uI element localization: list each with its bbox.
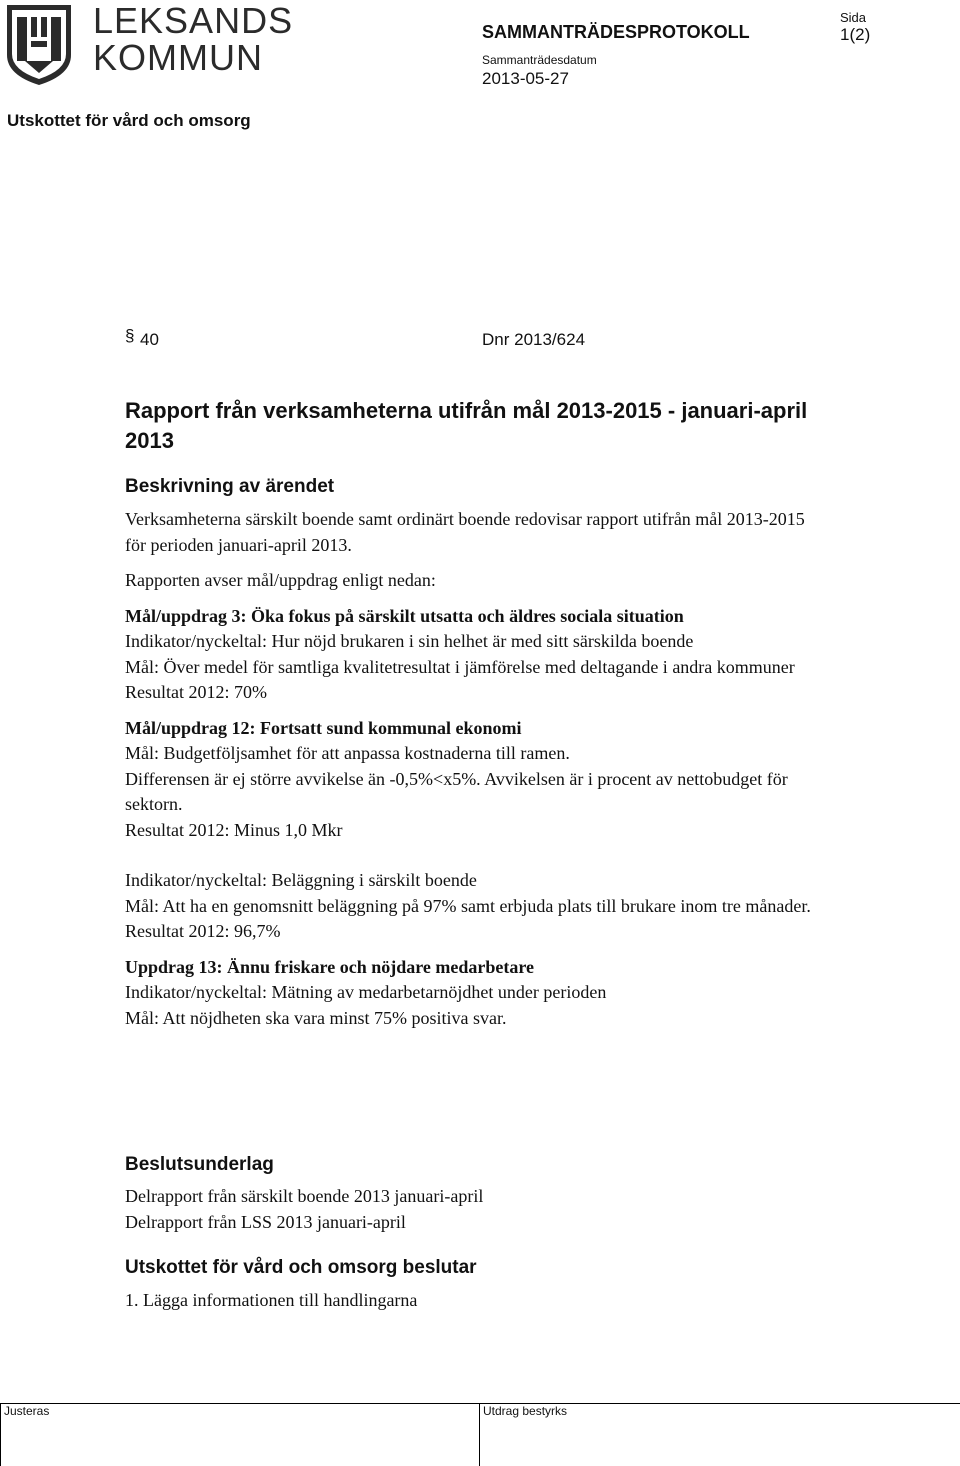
decision-basis-item: Delrapport från särskilt boende 2013 januari-april (125, 1186, 484, 1206)
goal-12-target: Mål: Budgetföljsamhet för att anpassa kostnaderna till ramen. (125, 743, 570, 763)
beslutsunderlag-list (125, 1184, 825, 1235)
paragraph-sign: § (125, 326, 135, 345)
goal-12-result: Resultat 2012: Minus 1,0 Mkr (125, 819, 343, 840)
municipality-crest-logo (5, 3, 73, 87)
occupancy-result: Resultat 2012: 96,7% (125, 921, 281, 941)
beskrivning-body (125, 507, 825, 1031)
task-13-indicator: Indikator/nyckeltal: Mätning av medarbetarnöjdhet under perioden (125, 982, 607, 1002)
signature-field-justeras: Justeras (4, 1404, 50, 1418)
goal-12-title: Mål/uppdrag 12: Fortsatt sund kommunal ekonomi (125, 717, 522, 738)
task-13-target: Mål: Att nöjdheten ska vara minst 75% positiva svar. (125, 1007, 507, 1028)
decision-basis-item: Delrapport från LSS 2013 januari-april (125, 1211, 406, 1232)
intro-paragraph: Verksamheterna särskilt boende samt ordinärt boende redovisar rapport utifrån mål 2013-2015 för perioden januari-april 2013. (125, 509, 805, 555)
goal-3-result: Resultat 2012: 70% (125, 682, 267, 702)
footer-divider (0, 1403, 960, 1404)
meeting-date-label: Sammanträdesdatum (482, 53, 597, 67)
task-13-title: Uppdrag 13: Ännu friskare och nöjdare medarbetare (125, 956, 534, 977)
footer-border-left (0, 1403, 1, 1466)
occupancy-target: Mål: Att ha en genomsnitt beläggning på 97% samt erbjuda plats till brukare inom tre månader. (125, 895, 811, 916)
meeting-date: 2013-05-27 (482, 69, 569, 88)
logo-line-1: LEKSANDS (93, 0, 294, 41)
goal-3-target: Mål: Över medel för samtliga kvalitetresultat i jämförelse med deltagande i andra kommuner (125, 656, 795, 677)
document-type: SAMMANTRÄDESPROTOKOLL (482, 22, 750, 42)
signature-field-utdrag: Utdrag bestyrks (483, 1404, 568, 1418)
page-number: 1(2) (840, 25, 871, 44)
lead-paragraph: Rapporten avser mål/uppdrag enligt nedan: (125, 570, 436, 590)
goal-12-difference: Differensen är ej större avvikelse än -0,5%<x5%. Avvikelsen är i procent av nettobudget för sektorn. (125, 768, 788, 814)
paragraph-number: 40 (140, 330, 159, 349)
page-title: Rapport från verksamheterna utifrån mål 2013-2015 - januari-april 2013 (125, 398, 808, 453)
diary-number: Dnr 2013/624 (482, 330, 586, 349)
footer-border-middle (479, 1403, 480, 1466)
section-heading-beslutsunderlag: Beslutsunderlag (125, 1154, 274, 1175)
committee-name: Utskottet för vård och omsorg (7, 111, 251, 130)
logo-line-2: KOMMUN (93, 37, 263, 78)
decision-list (125, 1288, 825, 1314)
goal-3-title: Mål/uppdrag 3: Öka fokus på särskilt utsatta och äldres sociala situation (125, 605, 684, 626)
municipality-logo-text (93, 2, 293, 76)
goal-3-indicator: Indikator/nyckeltal: Hur nöjd brukaren i sin helhet är med sitt särskilda boende (125, 631, 694, 651)
decision-item: 1. Lägga informationen till handlingarna (125, 1290, 418, 1310)
section-heading-beslut: Utskottet för vård och omsorg beslutar (125, 1257, 477, 1278)
occupancy-indicator: Indikator/nyckeltal: Beläggning i särskilt boende (125, 870, 477, 890)
page-label: Sida (840, 10, 867, 25)
section-heading-beskrivning: Beskrivning av ärendet (125, 476, 335, 497)
